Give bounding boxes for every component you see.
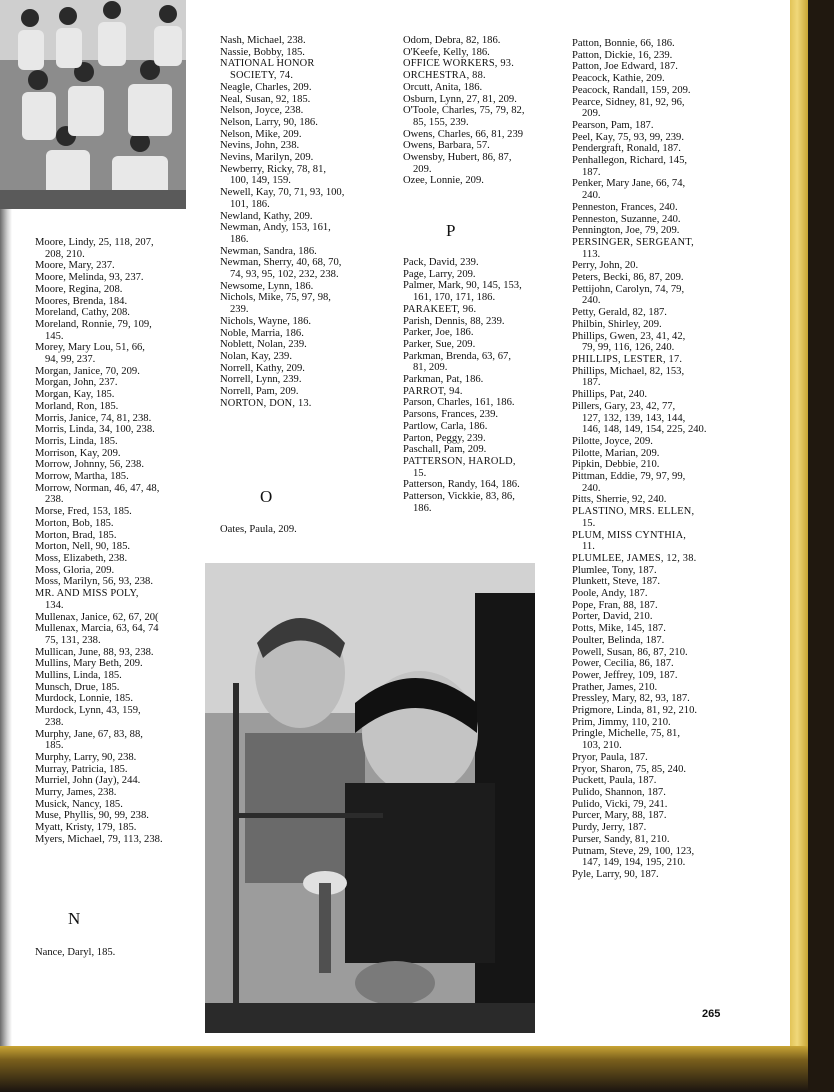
index-entry: Partlow, Carla, 186. — [403, 420, 488, 432]
index-entry: 145. — [45, 330, 64, 342]
index-entry: Morrow, Norman, 46, 47, 48, — [35, 482, 160, 494]
index-entry: Morris, Linda, 185. — [35, 435, 118, 447]
index-entry: Munsch, Drue, 185. — [35, 681, 120, 693]
index-entries-n — [220, 35, 395, 410]
index-entry: Noble, Marria, 186. — [220, 327, 304, 339]
index-entry: Morris, Linda, 34, 100, 238. — [35, 424, 155, 436]
index-entry: Parkman, Brenda, 63, 67, — [403, 350, 511, 362]
index-entry: Nelson, Larry, 90, 186. — [220, 116, 318, 128]
index-entry: Pilotte, Joyce, 209. — [572, 435, 653, 447]
index-entry: ORCHESTRA, 88. — [403, 70, 486, 82]
index-entry: Philbin, Shirley, 209. — [572, 318, 662, 330]
index-entry: Puckett, Paula, 187. — [572, 775, 657, 787]
index-entry: Morey, Mary Lou, 51, 66, — [35, 342, 145, 354]
index-entry: PLUM, MISS CYNTHIA, — [572, 529, 687, 541]
index-entry: Myers, Michael, 79, 113, 238. — [35, 833, 163, 845]
gold-page-edge — [790, 0, 808, 1046]
index-entry: Moore, Melinda, 93, 237. — [35, 272, 144, 284]
index-entry: 240. — [582, 190, 601, 202]
lab-photo-illustration — [205, 563, 535, 1033]
index-entry: Murdock, Lynn, 43, 159, — [35, 705, 141, 717]
index-entry: 75, 131, 238. — [45, 634, 101, 646]
index-entry: Prather, James, 210. — [572, 681, 658, 693]
index-entry: Norrell, Pam, 209. — [220, 386, 299, 398]
index-entry: Power, Jeffrey, 109, 187. — [572, 669, 678, 681]
index-entry: PARROT, 94. — [403, 385, 463, 397]
index-entry: Pryor, Sharon, 75, 85, 240. — [572, 763, 687, 775]
index-entry: 113. — [582, 248, 601, 260]
index-entry: Newman, Sherry, 40, 68, 70, — [220, 257, 342, 269]
index-entry: PATTERSON, HAROLD, — [403, 455, 516, 467]
index-entry: Patterson, Vickkie, 83, 86, — [403, 491, 515, 503]
index-entry: Potts, Mike, 145, 187. — [572, 623, 666, 635]
index-entry: Murdock, Lonnie, 185. — [35, 693, 133, 705]
index-entry: Mullenax, Janice, 62, 67, 20( — [35, 611, 159, 623]
index-entries-o-start — [220, 524, 395, 536]
index-entry: Newberry, Ricky, 78, 81, — [220, 163, 327, 175]
index-column-2 — [220, 35, 395, 410]
index-entry: Plunkett, Steve, 187. — [572, 576, 660, 588]
index-entry: Pendergraft, Ronald, 187. — [572, 143, 681, 155]
index-entry: Pitts, Sherrie, 92, 240. — [572, 494, 667, 506]
index-entry: 81, 209. — [413, 362, 448, 374]
index-entry: Patton, Dickie, 16, 239. — [572, 49, 673, 61]
index-entry: 146, 148, 149, 154, 225, 240. — [582, 424, 707, 436]
index-entry: PLASTINO, MRS. ELLEN, — [572, 506, 695, 518]
index-entry: Phillips, Michael, 82, 153, — [572, 365, 685, 377]
index-entry: Phillips, Gwen, 23, 41, 42, — [572, 330, 686, 342]
index-entry: Pyle, Larry, 90, 187. — [572, 868, 659, 880]
index-entry: Morris, Janice, 74, 81, 238. — [35, 412, 152, 424]
index-entry: NATIONAL HONOR — [220, 58, 315, 70]
group-photo-illustration — [0, 0, 186, 209]
index-entry: PARAKEET, 96. — [403, 303, 477, 315]
index-entry: 240. — [582, 482, 601, 494]
index-entry: Paschall, Pam, 209. — [403, 444, 487, 456]
index-entry: 185. — [45, 740, 64, 752]
gold-page-edge-bottom — [0, 1046, 808, 1092]
index-entry: Penker, Mary Jane, 66, 74, — [572, 178, 686, 190]
index-entry: Penneston, Frances, 240. — [572, 201, 678, 213]
index-entry: Odom, Debra, 82, 186. — [403, 35, 501, 46]
page-number: 265 — [702, 1008, 721, 1020]
lab-photo-students — [205, 563, 535, 1033]
section-letter-p: P — [446, 221, 456, 240]
index-entry: Moore, Regina, 208. — [35, 283, 123, 295]
index-entry: 239. — [230, 304, 249, 316]
index-entry: 134. — [45, 599, 64, 611]
index-entry: Murry, James, 238. — [35, 787, 117, 799]
index-entry: 238. — [45, 494, 64, 506]
index-entry: Norrell, Lynn, 239. — [220, 374, 302, 386]
index-entry: 15. — [582, 517, 596, 529]
index-entry: Norrell, Kathy, 209. — [220, 362, 305, 374]
index-entry: 101, 186. — [230, 198, 270, 210]
index-entries-p — [572, 38, 747, 881]
index-entry: Parsons, Frances, 239. — [403, 409, 499, 421]
index-entry: Morton, Bob, 185. — [35, 517, 114, 529]
index-entry: 161, 170, 171, 186. — [413, 292, 496, 304]
index-column-3 — [403, 35, 568, 187]
index-entry: Page, Larry, 209. — [403, 268, 476, 280]
index-entry: Moore, Mary, 237. — [35, 260, 115, 272]
index-entry: Patton, Bonnie, 66, 186. — [572, 38, 675, 49]
index-entry: Pulido, Vicki, 79, 241. — [572, 798, 668, 810]
index-entry: Peters, Becki, 86, 87, 209. — [572, 272, 684, 284]
index-entry: Newman, Sandra, 186. — [220, 245, 317, 257]
index-entry: Moss, Gloria, 209. — [35, 564, 115, 576]
index-entry: Morgan, Kay, 185. — [35, 389, 115, 401]
index-entry: Murphy, Jane, 67, 83, 88, — [35, 728, 143, 740]
index-entry: Poole, Andy, 187. — [572, 588, 648, 600]
index-entry: 209. — [413, 163, 432, 175]
index-entry: Newman, Andy, 153, 161, — [220, 222, 331, 234]
index-entry: Nance, Daryl, 185. — [35, 947, 116, 958]
index-entry: Mullican, June, 88, 93, 238. — [35, 646, 154, 658]
index-entry: Porter, David, 210. — [572, 611, 653, 623]
index-entry: 187. — [582, 377, 601, 389]
index-entry: Pennington, Joe, 79, 209. — [572, 225, 680, 237]
index-entry: Parker, Joe, 186. — [403, 327, 474, 339]
index-entry: Pressley, Mary, 82, 93, 187. — [572, 693, 690, 705]
index-entry: Pope, Fran, 88, 187. — [572, 599, 658, 611]
index-entry: Mullins, Linda, 185. — [35, 670, 122, 682]
index-entry: Putnam, Steve, 29, 100, 123, — [572, 845, 695, 857]
index-entry: Newland, Kathy, 209. — [220, 210, 313, 222]
index-entry: Moreland, Cathy, 208. — [35, 307, 130, 319]
index-entry: Owensby, Hubert, 86, 87, — [403, 152, 512, 164]
index-entry: Purcer, Mary, 88, 187. — [572, 810, 667, 822]
index-entry: 209. — [582, 108, 601, 120]
index-column-1-n — [35, 947, 195, 959]
index-entry: O'Keefe, Kelly, 186. — [403, 46, 490, 58]
group-photo-boys — [0, 0, 186, 209]
index-entry: Morton, Brad, 185. — [35, 529, 117, 541]
index-entry: Penneston, Suzanne, 240. — [572, 213, 681, 225]
index-entry: Patton, Joe Edward, 187. — [572, 61, 678, 73]
index-entry: 74, 93, 95, 102, 232, 238. — [230, 269, 339, 281]
index-entry: PHILLIPS, LESTER, 17. — [572, 353, 683, 365]
index-entry: Moore, Lindy, 25, 118, 207, — [35, 237, 154, 248]
index-entry: Murriel, John (Jay), 244. — [35, 775, 141, 787]
index-entry: 100, 149, 159. — [230, 175, 291, 187]
index-entry: Pilotte, Marian, 209. — [572, 447, 660, 459]
index-entry: 186. — [230, 233, 249, 245]
index-entry: Ozee, Lonnie, 209. — [403, 175, 484, 187]
index-entry: Pearce, Sidney, 81, 92, 96, — [572, 96, 685, 108]
index-entry: 238. — [45, 716, 64, 728]
index-column-1 — [35, 237, 195, 846]
index-entry: Prigmore, Linda, 81, 92, 210. — [572, 705, 698, 717]
index-entry: MR. AND MISS POLY, — [35, 588, 139, 600]
index-entry: Peel, Kay, 75, 93, 99, 239. — [572, 131, 685, 143]
index-entry: Plumlee, Tony, 187. — [572, 564, 657, 576]
index-entry: Parish, Dennis, 88, 239. — [403, 315, 505, 327]
index-entry: Morrow, Martha, 185. — [35, 471, 129, 483]
index-entry: OFFICE WORKERS, 93. — [403, 58, 514, 70]
index-entry: Parkman, Pat, 186. — [403, 374, 484, 386]
index-entry: Pringle, Michelle, 75, 81, — [572, 728, 680, 740]
index-entry: O'Toole, Charles, 75, 79, 82, — [403, 105, 525, 117]
section-letter-o: O — [260, 487, 273, 506]
index-entry: Musick, Nancy, 185. — [35, 798, 123, 810]
section-letter-n: N — [68, 909, 81, 928]
index-entry: Morgan, Janice, 70, 209. — [35, 365, 140, 377]
index-entry: Nelson, Mike, 209. — [220, 128, 302, 140]
index-entry: 103, 210. — [582, 740, 622, 752]
index-entry: Prim, Jimmy, 110, 210. — [572, 716, 671, 728]
index-entry: Pittman, Eddie, 79, 97, 99, — [572, 471, 686, 483]
index-entry: Morrison, Kay, 209. — [35, 447, 121, 459]
index-entry: Owens, Barbara, 57. — [403, 140, 490, 152]
index-entry: 11. — [582, 541, 595, 553]
index-entry: Neal, Susan, 92, 185. — [220, 93, 311, 105]
index-entry: Mullins, Mary Beth, 209. — [35, 658, 143, 670]
index-entry: Palmer, Mark, 90, 145, 153, — [403, 280, 522, 292]
index-entry: Owens, Charles, 66, 81, 239 — [403, 128, 524, 140]
index-entry: Neagle, Charles, 209. — [220, 81, 312, 93]
index-entry: 94, 99, 237. — [45, 354, 96, 366]
index-entry: Pack, David, 239. — [403, 257, 479, 268]
index-entry: 85, 155, 239. — [413, 116, 469, 128]
index-entry: Penhallegon, Richard, 145, — [572, 155, 688, 167]
index-entry: 147, 149, 194, 195, 210. — [582, 857, 686, 869]
index-entry: Petty, Gerald, 82, 187. — [572, 307, 667, 319]
index-entry: Patterson, Randy, 164, 186. — [403, 479, 520, 491]
index-entry: Nelson, Joyce, 238. — [220, 105, 304, 117]
index-entry: Nevins, Marilyn, 209. — [220, 152, 314, 164]
index-entry: Moss, Marilyn, 56, 93, 238. — [35, 576, 154, 588]
index-entry: Pipkin, Debbie, 210. — [572, 459, 660, 471]
index-entry: 187. — [582, 166, 601, 178]
index-entry: Myatt, Kristy, 179, 185. — [35, 822, 137, 834]
index-entry: Newsome, Lynn, 186. — [220, 280, 314, 292]
index-entry: Peacock, Kathie, 209. — [572, 73, 665, 85]
index-entries-m — [35, 237, 195, 846]
index-entry: Orcutt, Anita, 186. — [403, 81, 483, 93]
index-entry: Powell, Susan, 86, 87, 210. — [572, 646, 688, 658]
index-entry: Moreland, Ronnie, 79, 109, — [35, 318, 152, 330]
index-entry: Pryor, Paula, 187. — [572, 751, 648, 763]
index-entry: Purser, Sandy, 81, 210. — [572, 833, 670, 845]
index-entry: Murray, Patricia, 185. — [35, 763, 128, 775]
index-entry: Parker, Sue, 209. — [403, 338, 476, 350]
index-entry: Morland, Ron, 185. — [35, 400, 119, 412]
index-entry: Morgan, John, 237. — [35, 377, 118, 389]
index-entry: Pillers, Gary, 23, 42, 77, — [572, 400, 676, 412]
index-entry: Parson, Charles, 161, 186. — [403, 397, 515, 409]
index-entry: PLUMLEE, JAMES, 12, 38. — [572, 552, 697, 564]
index-entry: Morse, Fred, 153, 185. — [35, 506, 132, 518]
index-entry: Nassie, Bobby, 185. — [220, 46, 305, 58]
index-entry: Nevins, John, 238. — [220, 140, 300, 152]
index-entry: Pettijohn, Carolyn, 74, 79, — [572, 283, 685, 295]
index-entry: Morton, Nell, 90, 185. — [35, 541, 131, 553]
index-entry: Newell, Kay, 70, 71, 93, 100, — [220, 187, 345, 199]
dark-background-right — [808, 0, 834, 1092]
index-entry: NORTON, DON, 13. — [220, 397, 312, 409]
index-entry: Moores, Brenda, 184. — [35, 295, 128, 307]
index-entry: 186. — [413, 502, 432, 514]
index-entry: Moss, Elizabeth, 238. — [35, 552, 128, 564]
index-entry: Nichols, Wayne, 186. — [220, 315, 312, 327]
index-column-4 — [572, 38, 747, 881]
index-entry: Mullenax, Marcia, 63, 64, 74 — [35, 623, 159, 635]
index-entry: Peacock, Randall, 159, 209. — [572, 84, 691, 96]
index-entry: Pearson, Pam, 187. — [572, 119, 654, 131]
index-entry: 127, 132, 139, 143, 144, — [582, 412, 686, 424]
index-entry: Oates, Paula, 209. — [220, 524, 297, 535]
index-entry: Nash, Michael, 238. — [220, 35, 306, 46]
index-entry: Morrow, Johnny, 56, 238. — [35, 459, 144, 471]
index-entry: 79, 99, 116, 126, 240. — [582, 342, 675, 354]
index-entry: Perry, John, 20. — [572, 260, 639, 272]
index-entry: Nichols, Mike, 75, 97, 98, — [220, 292, 331, 304]
index-column-3-p — [403, 257, 568, 514]
index-entry: Pulido, Shannon, 187. — [572, 787, 666, 798]
index-entry: Poulter, Belinda, 187. — [572, 634, 665, 646]
index-entry: Parton, Peggy, 239. — [403, 432, 486, 444]
index-entry: Osburn, Lynn, 27, 81, 209. — [403, 93, 517, 105]
index-entry: Muse, Phyllis, 90, 99, 238. — [35, 810, 149, 822]
index-entry: Phillips, Pat, 240. — [572, 389, 648, 401]
index-entry: SOCIETY, 74. — [230, 70, 294, 82]
index-entry: Noblett, Nolan, 239. — [220, 339, 307, 351]
index-entry: Nolan, Kay, 239. — [220, 350, 292, 362]
index-entry: 208, 210. — [45, 248, 85, 260]
index-entries-n-start — [35, 947, 195, 959]
index-entry: 15. — [413, 467, 427, 479]
index-column-2-o — [220, 524, 395, 536]
index-entry: 240. — [582, 295, 601, 307]
index-entry: Purdy, Jerry, 187. — [572, 822, 647, 834]
index-entry: Murphy, Larry, 90, 238. — [35, 751, 137, 763]
index-entries-p-start — [403, 257, 568, 514]
index-entries-o — [403, 35, 568, 187]
index-entry: PERSINGER, SERGEANT, — [572, 236, 694, 248]
index-entry: Power, Cecilia, 86, 187. — [572, 658, 674, 670]
